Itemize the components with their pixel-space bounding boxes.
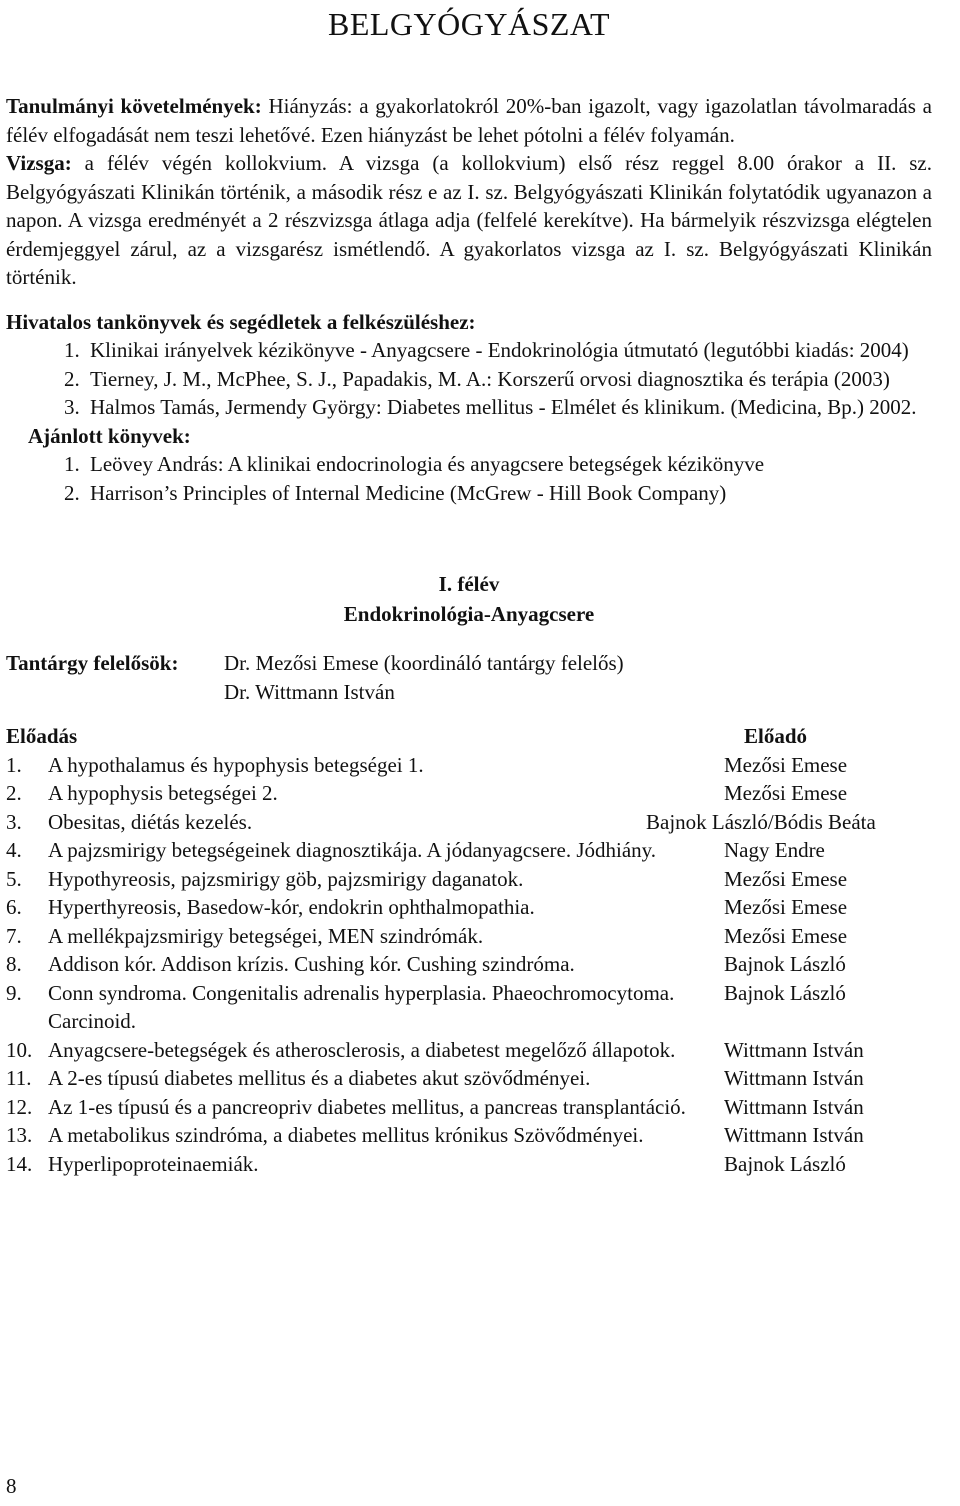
list-item-text: Halmos Tamás, Jermendy György: Diabetes mellitus - Elmélet és klinikum. (Medicina, Bp.) 2002. [90, 395, 917, 419]
lecture-number: 14. [6, 1151, 33, 1176]
lecture-number: 9. [6, 980, 22, 1005]
lecturer-name: Mezősi Emese [724, 752, 848, 777]
lecture-number: 1. [6, 752, 22, 777]
lecture-topic: Hyperthyreosis, Basedow-kór, endokrin ophthalmopathia. [48, 895, 535, 919]
page-number: 8 [6, 1474, 17, 1498]
list-item [64, 479, 932, 508]
lecture-row [6, 808, 932, 837]
lecturer-name: Wittmann István [724, 1094, 864, 1119]
lecture-number: 5. [6, 866, 22, 891]
lecture-row [6, 1093, 932, 1122]
list-item-number: 2. [64, 480, 80, 505]
lecturer-name: Bajnok László [724, 952, 846, 976]
lecture-row [6, 836, 932, 865]
exam-label: Vizsga: [6, 151, 72, 175]
lecturer-name: Wittmann István [724, 1066, 864, 1090]
lecture-number: 8. [6, 952, 22, 976]
exam-text: a félév végén kollokvium. A vizsga (a kollokvium) első rész reggel 8.00 órakor a II. sz. Belgyógyászati Klinikán történik, a második rész e az I. sz. Belgyógyászati Klinikán folytatódik ugyanazon a napon. A vizsga eredményét a 2 részvizsga átlaga adja (felfelé kerekítve). Ha bármelyik részvizsga elégtelen érdemjeggyel zárul, az a vizsgarész ismétlendő. A gyakorlatos vizsga az I. sz. Belgyógyászati Klinikán történik. [6, 151, 933, 289]
requirements-label: Tanulmányi követelmények: [6, 94, 262, 118]
lecture-topic: Anyagcsere-betegségek és atherosclerosis, a diabetest megelőző állapotok. [48, 1037, 676, 1062]
lecture-number: 4. [6, 838, 22, 862]
list-item-number: 3. [64, 395, 80, 419]
lecture-row [6, 893, 932, 922]
lecturer-name: Bajnok László [724, 980, 846, 1005]
lecture-topic: A hypophysis betegségei 2. [48, 781, 278, 805]
lecture-number: 10. [6, 1037, 33, 1062]
list-item-number: 2. [64, 366, 80, 391]
lecture-topic: Obesitas, diétás kezelés. [48, 809, 253, 834]
responsible-section [6, 649, 932, 706]
document-page [6, 0, 932, 1178]
lecture-number: 11. [6, 1066, 32, 1090]
lecturer-name: Nagy Endre [724, 838, 825, 862]
lecture-topic: Conn syndroma. Congenitalis adrenalis hyperplasia. Phaeochromocytoma. Carcinoid. [48, 980, 675, 1033]
semester-heading [6, 569, 932, 629]
lecture-number: 6. [6, 895, 22, 919]
responsible-names [224, 649, 624, 706]
lecturer-column-header: Előadó [744, 724, 808, 748]
lecture-topic: A pajzsmirigy betegségeinek diagnosztikája. A jódanyagcsere. Jódhiány. [48, 838, 657, 862]
list-item [64, 336, 932, 365]
lecture-number: 3. [6, 809, 22, 834]
requirements-paragraph [6, 92, 932, 149]
lecture-row [6, 1036, 932, 1065]
lecturer-name: Mezősi Emese [724, 781, 848, 805]
semester-label: I. félév [438, 572, 500, 596]
responsible-name: Dr. Wittmann István [224, 679, 395, 704]
lecture-row [6, 865, 932, 894]
lecture-topic: A metabolikus szindróma, a diabetes mellitus krónikus Szövődményei. [48, 1123, 644, 1147]
lecture-column-header: Előadás [6, 724, 78, 748]
list-item-text: Klinikai irányelvek kézikönyve - Anyagcsere - Endokrinológia útmutató (legutóbbi kiadás: 2004) [90, 338, 909, 362]
recommended-books-heading: Ajánlott könyvek: [28, 423, 191, 448]
lecture-row [6, 779, 932, 808]
subject-title: Endokrinológia-Anyagcsere [343, 602, 595, 626]
list-item [64, 365, 932, 394]
lecturer-name: Wittmann István [724, 1037, 864, 1062]
page-title: BELGYÓGYÁSZAT [327, 6, 611, 42]
official-books-list [6, 336, 932, 422]
lecture-topic: Hypothyreosis, pajzsmirigy göb, pajzsmirigy daganatok. [48, 866, 524, 891]
lecturer-name: Wittmann István [724, 1123, 864, 1147]
lecture-topic: Hyperlipoproteinaemiák. [48, 1151, 259, 1176]
list-item-number: 1. [64, 452, 80, 476]
lecture-table-header [6, 722, 932, 751]
lecture-number: 12. [6, 1094, 33, 1119]
lecture-row [6, 922, 932, 951]
requirements-text: Hiányzás: a gyakorlatokról 20%-ban igazolt, vagy igazolatlan távolmaradás a félév elfogadását nem teszi lehetővé. Ezen hiányzást be lehet pótolni a félév folyamán. [6, 94, 932, 147]
lecturer-name: Mezősi Emese [724, 895, 848, 919]
list-item [64, 450, 932, 479]
list-item-text: Harrison’s Principles of Internal Medicine (McGrew - Hill Book Company) [90, 480, 727, 505]
lecture-row [6, 950, 932, 979]
list-item-text: Tierney, J. M., McPhee, S. J., Papadakis, M. A.: Korszerű orvosi diagnosztika és terápia (2003) [90, 366, 890, 391]
responsible-name: Dr. Mezősi Emese (koordináló tantárgy felelős) [224, 651, 624, 675]
lecture-topic: A hypothalamus és hypophysis betegségei 1. [48, 752, 424, 777]
lecture-list [6, 751, 932, 1179]
official-books-heading: Hivatalos tankönyvek és segédletek a felkészüléshez: [6, 309, 476, 334]
lecture-number: 7. [6, 923, 22, 948]
list-item-text: Leövey András: A klinikai endocrinologia és anyagcsere betegségek kézikönyve [90, 452, 765, 476]
lecture-topic: A mellékpajzsmirigy betegségei, MEN szindrómák. [48, 923, 484, 948]
recommended-books-list [6, 450, 932, 507]
lecture-number: 13. [6, 1123, 33, 1147]
lecturer-name: Bajnok László [724, 1151, 846, 1176]
lecture-row [6, 1064, 932, 1093]
lecture-row [6, 751, 932, 780]
lecture-topic: Addison kór. Addison krízis. Cushing kór. Cushing szindróma. [48, 952, 575, 976]
list-item [64, 393, 932, 422]
lecture-row [6, 979, 932, 1036]
responsible-label: Tantárgy felelősök: [6, 651, 179, 675]
lecturer-name: Mezősi Emese [724, 866, 848, 891]
lecturer-name: Bajnok László/Bódis Beáta [646, 809, 876, 834]
lecture-row [6, 1150, 932, 1179]
list-item-number: 1. [64, 338, 80, 362]
exam-paragraph [6, 149, 932, 292]
lecture-topic: A 2-es típusú diabetes mellitus és a diabetes akut szövődményei. [48, 1066, 591, 1090]
lecture-topic: Az 1-es típusú és a pancreopriv diabetes mellitus, a pancreas transplantáció. [48, 1094, 686, 1119]
requirements-section [6, 92, 932, 292]
lecturer-name: Mezősi Emese [724, 923, 848, 948]
lecture-number: 2. [6, 781, 22, 805]
lecture-row [6, 1121, 932, 1150]
